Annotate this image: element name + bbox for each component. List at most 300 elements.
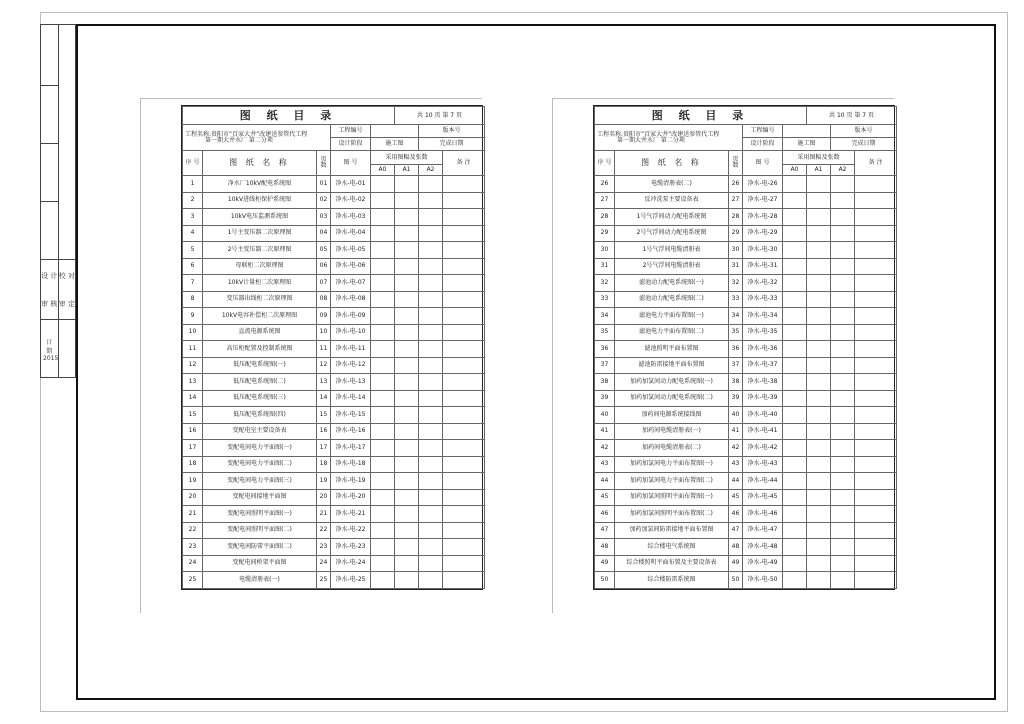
project-name-line1: 贵阳市“百家大井”改建送参管代工程: [623, 130, 720, 138]
row-seq: 13: [317, 374, 331, 391]
row-drawing-name: 加药加氯间电力平面布置图(二): [615, 473, 729, 490]
table-row: [183, 473, 485, 490]
row-a2: [831, 456, 855, 473]
row-a1: [807, 555, 831, 572]
table-row: [595, 209, 897, 226]
table-row: [183, 407, 485, 424]
row-drawing-code: 净水-电-24: [331, 555, 371, 572]
row-drawing-code: 净水-电-22: [331, 522, 371, 539]
row-a1: [807, 489, 831, 506]
project-label: 工程名称:: [597, 130, 624, 138]
row-no: 23: [183, 539, 203, 556]
row-no: 43: [595, 456, 615, 473]
table-row: [183, 308, 485, 325]
row-seq: 11: [317, 341, 331, 358]
row-a2: [419, 357, 443, 374]
row-no: 40: [595, 407, 615, 424]
row-remark: [443, 456, 485, 473]
row-no: 11: [183, 341, 203, 358]
table-row: [183, 341, 485, 358]
row-a0: [371, 456, 395, 473]
row-seq: 02: [317, 192, 331, 209]
row-no: 22: [183, 522, 203, 539]
row-drawing-code: 净水-电-10: [331, 324, 371, 341]
row-no: 30: [595, 242, 615, 259]
row-drawing-code: 净水-电-43: [743, 456, 783, 473]
project-no-label: 工程编号: [743, 125, 783, 138]
row-drawing-name: 直流电源系统图: [203, 324, 317, 341]
row-drawing-name: 加药间电缆清册表(二): [615, 440, 729, 457]
row-seq: 44: [729, 473, 743, 490]
row-seq: 20: [317, 489, 331, 506]
strip-label-check: 校 对: [58, 272, 75, 280]
project-name-line2: 第一期大井水厂 第二分项: [205, 136, 273, 144]
row-drawing-code: 净水-电-37: [743, 357, 783, 374]
row-remark: [443, 522, 485, 539]
row-drawing-name: 低压配电系统图(四): [203, 407, 317, 424]
strip-divider: [59, 319, 76, 320]
row-a2: [419, 555, 443, 572]
row-drawing-code: 净水-电-02: [331, 192, 371, 209]
row-a2: [831, 225, 855, 242]
row-a0: [783, 176, 807, 193]
row-a2: [831, 489, 855, 506]
row-seq: 38: [729, 374, 743, 391]
strip-divider: [41, 85, 58, 86]
row-drawing-code: 净水-电-09: [331, 308, 371, 325]
row-a1: [807, 192, 831, 209]
row-drawing-name: 2号主变压器二次原理图: [203, 242, 317, 259]
table-row: [183, 390, 485, 407]
row-a0: [783, 209, 807, 226]
row-drawing-code: 净水-电-38: [743, 374, 783, 391]
row-a0: [783, 225, 807, 242]
row-no: 7: [183, 275, 203, 292]
row-a0: [371, 357, 395, 374]
table-row: [595, 555, 897, 572]
row-seq: 29: [729, 225, 743, 242]
row-drawing-name: 低压配电系统图(二): [203, 374, 317, 391]
row-a0: [783, 192, 807, 209]
row-drawing-code: 净水-电-34: [743, 308, 783, 325]
row-drawing-code: 净水-电-29: [743, 225, 783, 242]
table-row: [183, 225, 485, 242]
project-name-line2: 第一期大井水厂 第二分项: [617, 136, 685, 144]
row-seq: 21: [317, 506, 331, 523]
row-drawing-code: 净水-电-07: [331, 275, 371, 292]
completion-date-label: 完成日期: [419, 138, 485, 151]
row-seq: 08: [317, 291, 331, 308]
row-remark: [443, 440, 485, 457]
row-a1: [807, 572, 831, 589]
row-drawing-name: 变配电间照明平面图(二): [203, 522, 317, 539]
row-a1: [395, 423, 419, 440]
row-drawing-code: 净水-电-50: [743, 572, 783, 589]
row-remark: [855, 258, 897, 275]
row-no: 16: [183, 423, 203, 440]
row-remark: [443, 275, 485, 292]
row-a1: [395, 225, 419, 242]
row-no: 25: [183, 572, 203, 589]
row-seq: 45: [729, 489, 743, 506]
row-a1: [395, 489, 419, 506]
row-seq: 26: [729, 176, 743, 193]
row-a1: [807, 357, 831, 374]
catalog-table-frame: [181, 105, 483, 590]
row-seq: 16: [317, 423, 331, 440]
col-header-drawing-no: 图 号: [331, 151, 371, 176]
row-seq: 35: [729, 324, 743, 341]
row-remark: [443, 357, 485, 374]
table-row: [595, 192, 897, 209]
row-a2: [831, 390, 855, 407]
row-no: 44: [595, 473, 615, 490]
table-row: [183, 176, 485, 193]
catalog-sheet-left: [140, 98, 482, 613]
row-a1: [807, 456, 831, 473]
row-drawing-name: 变配电室主要设备表: [203, 423, 317, 440]
table-row: [183, 522, 485, 539]
row-drawing-name: 低压配电系统图(一): [203, 357, 317, 374]
row-seq: 14: [317, 390, 331, 407]
row-a2: [831, 473, 855, 490]
row-remark: [855, 522, 897, 539]
row-seq: 46: [729, 506, 743, 523]
strip-label-design: 设 计: [41, 272, 58, 280]
catalog-table-frame: [593, 105, 895, 590]
row-drawing-name: 综合楼电气系统图: [615, 539, 729, 556]
table-row: [183, 192, 485, 209]
row-no: 14: [183, 390, 203, 407]
row-a2: [419, 506, 443, 523]
version-label: 版本号: [831, 125, 897, 138]
row-no: 1: [183, 176, 203, 193]
row-a2: [831, 209, 855, 226]
row-drawing-code: 净水-电-47: [743, 522, 783, 539]
row-drawing-name: 滤池电力平面布置图(一): [615, 308, 729, 325]
table-row: [595, 308, 897, 325]
row-drawing-code: 净水-电-23: [331, 539, 371, 556]
row-no: 18: [183, 456, 203, 473]
row-seq: 40: [729, 407, 743, 424]
strip-divider: [41, 143, 58, 144]
row-remark: [443, 473, 485, 490]
table-row: [183, 506, 485, 523]
row-remark: [443, 192, 485, 209]
row-a0: [783, 242, 807, 259]
row-drawing-code: 净水-电-32: [743, 275, 783, 292]
row-drawing-name: 滤池防雷接地平面布置图: [615, 357, 729, 374]
row-a2: [831, 275, 855, 292]
row-seq: 10: [317, 324, 331, 341]
row-drawing-name: 加药加氯间照明平面布置图(二): [615, 506, 729, 523]
row-seq: 25: [317, 572, 331, 589]
row-drawing-code: 净水-电-06: [331, 258, 371, 275]
project-name-cell: [595, 125, 743, 151]
row-remark: [855, 506, 897, 523]
row-drawing-code: 净水-电-36: [743, 341, 783, 358]
catalog-sheet-right: [552, 98, 894, 613]
col-header-drawing-no: 图 号: [743, 151, 783, 176]
row-drawing-code: 净水-电-49: [743, 555, 783, 572]
row-drawing-name: 加药加氯间照明平面布置图(一): [615, 489, 729, 506]
table-row: [595, 473, 897, 490]
row-a1: [807, 242, 831, 259]
version-label: 版本号: [419, 125, 485, 138]
row-a2: [831, 407, 855, 424]
table-row: [595, 407, 897, 424]
row-drawing-name: 高压柜配置及控制系统图: [203, 341, 317, 358]
row-remark: [443, 539, 485, 556]
strip-label-date: 日 期 2015: [43, 339, 59, 362]
row-remark: [855, 176, 897, 193]
row-a1: [395, 390, 419, 407]
table-row: [595, 225, 897, 242]
col-header-a2: A2: [831, 165, 855, 176]
row-a0: [371, 572, 395, 589]
row-drawing-code: 净水-电-17: [331, 440, 371, 457]
row-seq: 34: [729, 308, 743, 325]
row-a1: [395, 341, 419, 358]
row-a2: [831, 423, 855, 440]
row-drawing-name: 变配电间电力平面图(二): [203, 456, 317, 473]
col-header-name: 图 纸 名 称: [203, 151, 317, 176]
row-a1: [395, 522, 419, 539]
design-stage-label: 设计阶段: [743, 138, 783, 151]
row-no: 29: [595, 225, 615, 242]
row-remark: [443, 572, 485, 589]
strip-divider: [59, 259, 76, 260]
row-a2: [419, 225, 443, 242]
row-drawing-code: 净水-电-04: [331, 225, 371, 242]
row-no: 28: [595, 209, 615, 226]
row-a1: [807, 225, 831, 242]
table-row: [595, 176, 897, 193]
page-info: 共 10 页 第 7 页: [395, 107, 485, 125]
row-a1: [395, 506, 419, 523]
row-remark: [855, 374, 897, 391]
table-row: [183, 242, 485, 259]
row-remark: [855, 225, 897, 242]
row-a0: [371, 390, 395, 407]
row-drawing-name: 变配电间照明平面图(一): [203, 506, 317, 523]
row-a1: [807, 374, 831, 391]
row-a2: [831, 242, 855, 259]
row-a2: [419, 522, 443, 539]
row-a1: [395, 357, 419, 374]
row-seq: 09: [317, 308, 331, 325]
row-a1: [807, 473, 831, 490]
row-no: 19: [183, 473, 203, 490]
project-name-cell: [183, 125, 331, 151]
row-a0: [371, 324, 395, 341]
col-header-a0: A0: [783, 165, 807, 176]
design-stage-label: 设计阶段: [331, 138, 371, 151]
table-row: [595, 572, 897, 589]
row-drawing-name: 2号气浮间电缆清册表: [615, 258, 729, 275]
row-a1: [395, 308, 419, 325]
row-a0: [371, 555, 395, 572]
row-remark: [443, 291, 485, 308]
row-drawing-name: 2号气浮间动力配电系统图: [615, 225, 729, 242]
row-seq: 28: [729, 209, 743, 226]
row-seq: 31: [729, 258, 743, 275]
row-remark: [855, 390, 897, 407]
row-remark: [855, 357, 897, 374]
row-remark: [855, 308, 897, 325]
row-drawing-name: 1号气浮间动力配电系统图: [615, 209, 729, 226]
row-remark: [855, 192, 897, 209]
row-a2: [831, 176, 855, 193]
strip-divider: [41, 319, 58, 320]
col-header-no: 序 号: [595, 151, 615, 176]
row-a2: [419, 258, 443, 275]
row-remark: [855, 539, 897, 556]
row-seq: 04: [317, 225, 331, 242]
table-row: [183, 374, 485, 391]
row-no: 39: [595, 390, 615, 407]
row-drawing-code: 净水-电-41: [743, 423, 783, 440]
project-no-label: 工程编号: [331, 125, 371, 138]
row-a1: [395, 374, 419, 391]
row-seq: 37: [729, 357, 743, 374]
row-a0: [371, 473, 395, 490]
row-a2: [831, 192, 855, 209]
col-header-sheets: 采用图幅及张数: [371, 151, 443, 165]
row-remark: [855, 423, 897, 440]
row-remark: [443, 374, 485, 391]
row-remark: [855, 291, 897, 308]
row-remark: [443, 258, 485, 275]
row-a1: [395, 258, 419, 275]
row-a1: [807, 390, 831, 407]
row-seq: 33: [729, 291, 743, 308]
row-no: 10: [183, 324, 203, 341]
row-a0: [371, 489, 395, 506]
table-row: [183, 209, 485, 226]
row-remark: [443, 390, 485, 407]
row-no: 47: [595, 522, 615, 539]
row-no: 41: [595, 423, 615, 440]
drawing-catalog-table: [182, 106, 485, 589]
strip-column-right: [58, 25, 76, 377]
row-drawing-code: 净水-电-15: [331, 407, 371, 424]
row-a0: [371, 192, 395, 209]
row-remark: [443, 176, 485, 193]
col-header-a1: A1: [395, 165, 419, 176]
col-header-seq: 页 数: [729, 151, 743, 176]
row-a0: [783, 341, 807, 358]
row-a2: [419, 291, 443, 308]
row-remark: [443, 506, 485, 523]
strip-label-approve: 审 定: [58, 300, 75, 308]
table-row: [183, 324, 485, 341]
row-drawing-code: 净水-电-26: [743, 176, 783, 193]
col-header-seq: 页 数: [317, 151, 331, 176]
row-a1: [395, 456, 419, 473]
row-no: 6: [183, 258, 203, 275]
row-remark: [855, 473, 897, 490]
row-a0: [783, 572, 807, 589]
row-a2: [831, 555, 855, 572]
row-no: 13: [183, 374, 203, 391]
row-a2: [831, 324, 855, 341]
row-seq: 01: [317, 176, 331, 193]
row-drawing-code: 净水-电-33: [743, 291, 783, 308]
row-no: 37: [595, 357, 615, 374]
row-drawing-name: 10kV计量柜二次原理图: [203, 275, 317, 292]
row-a1: [807, 308, 831, 325]
row-a2: [831, 341, 855, 358]
row-a1: [807, 440, 831, 457]
table-row: [183, 572, 485, 589]
row-seq: 43: [729, 456, 743, 473]
row-seq: 15: [317, 407, 331, 424]
strip-divider: [41, 259, 58, 260]
row-a0: [371, 522, 395, 539]
table-row: [595, 390, 897, 407]
row-remark: [443, 308, 485, 325]
row-a2: [419, 308, 443, 325]
row-a0: [783, 423, 807, 440]
row-a2: [419, 456, 443, 473]
row-a1: [807, 522, 831, 539]
row-seq: 23: [317, 539, 331, 556]
table-row: [595, 489, 897, 506]
row-a1: [807, 275, 831, 292]
row-seq: 22: [317, 522, 331, 539]
row-a2: [419, 192, 443, 209]
row-a1: [395, 176, 419, 193]
row-seq: 47: [729, 522, 743, 539]
row-no: 15: [183, 407, 203, 424]
col-header-a1: A1: [807, 165, 831, 176]
row-a1: [807, 407, 831, 424]
row-a2: [419, 341, 443, 358]
row-a1: [807, 539, 831, 556]
row-seq: 07: [317, 275, 331, 292]
row-a1: [395, 324, 419, 341]
row-a2: [419, 275, 443, 292]
row-remark: [443, 324, 485, 341]
row-seq: 03: [317, 209, 331, 226]
row-a0: [783, 456, 807, 473]
row-a2: [831, 291, 855, 308]
table-row: [183, 555, 485, 572]
row-a0: [783, 407, 807, 424]
col-header-remark: 备 注: [443, 151, 485, 176]
row-no: 4: [183, 225, 203, 242]
col-header-name: 图 纸 名 称: [615, 151, 729, 176]
row-a2: [419, 440, 443, 457]
row-drawing-name: 加药间电缆清册表(一): [615, 423, 729, 440]
row-drawing-name: 滤池动力配电系统图(二): [615, 291, 729, 308]
row-a2: [831, 440, 855, 457]
row-seq: 39: [729, 390, 743, 407]
row-a0: [371, 423, 395, 440]
table-row: [183, 440, 485, 457]
table-row: [595, 374, 897, 391]
row-a1: [807, 423, 831, 440]
row-remark: [855, 209, 897, 226]
row-a1: [395, 539, 419, 556]
row-seq: 49: [729, 555, 743, 572]
row-seq: 19: [317, 473, 331, 490]
row-drawing-name: 低压配电系统图(三): [203, 390, 317, 407]
row-a1: [395, 555, 419, 572]
row-a0: [783, 374, 807, 391]
row-a0: [371, 440, 395, 457]
